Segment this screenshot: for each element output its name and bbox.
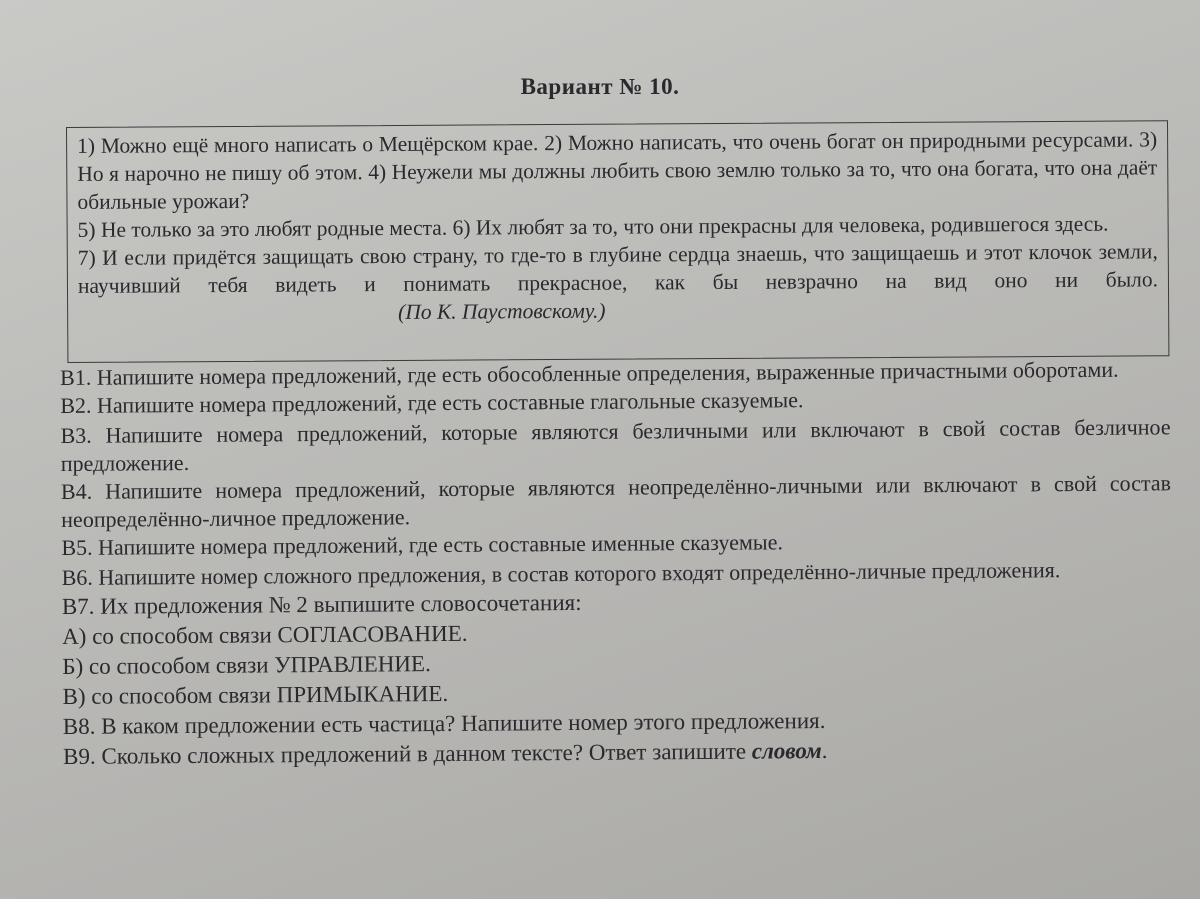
text-paragraph-3 [78,237,1158,328]
task-b9-end: . [821,737,828,764]
task-b9-emphasis: словом [751,738,822,764]
task-b3: В3. Напишите номера предложений, которые являются безличными или включают в свой состав безличное предложение. [60,414,1171,476]
task-b8: В8. В каком предложении есть частица? Напишите номер этого предложения. [62,708,826,739]
task-b7: В7. Их предложения № 2 выпишите словосочетания: [61,589,582,619]
task-b5: В5. Напишите номера предложений, где есть составные именные сказуемые. [61,529,784,560]
text-paragraph-2: 5) Не только за это любят родные места. 6) Их любят за то, что они прекрасны для человека, родившегося здесь. [77,211,1109,242]
task-b6: В6. Напишите номер сложного предложения, в состав которого входят определённо-личные предложения. [61,557,1061,590]
task-b9-text: В9. Сколько сложных предложений в данном тексте? Ответ запишите [62,738,752,769]
task-b7-b: Б) со способом связи УПРАВЛЕНИЕ. [62,651,431,679]
task-b1: В1. Напишите номера предложений, где есть обособленные определения, выраженные причастными оборотами. [60,356,1119,390]
task-b7-c: В) со способом связи ПРИМЫКАНИЕ. [62,680,449,709]
text-paragraph-3-body: 7) И если придётся защищать свою страну, то где-то в глубине сердца знаешь, что защищаешь и этот клочок земли, научивший тебя видеть и понимать прекрасное, как бы невзрачно на вид оно ни было. [77,239,1159,298]
task-list [60,355,1173,772]
text-paragraph-1: 1) Можно ещё много написать о Мещёрском крае. 2) Можно написать, что очень богат он природными ресурсами. 3) Но я нарочно не пишу об этом. 4) Неужели мы должны любить свою землю только за то, что она богата, что она даёт обильные урожаи? [77,127,1158,214]
variant-title: Вариант № 10. [520,74,680,99]
source-text-box [66,120,1169,363]
task-b2: В2. Напишите номера предложений, где есть составные глагольные сказуемые. [60,387,804,418]
task-b7-a: А) со способом связи СОГЛАСОВАНИЕ. [62,620,468,649]
text-author: (По К. Паустовскому.) [398,298,606,324]
task-b4: В4. Напишите номера предложений, которые являются неопределённо-личными или включают в свой состав неопределённо-личное предложение. [60,470,1172,532]
